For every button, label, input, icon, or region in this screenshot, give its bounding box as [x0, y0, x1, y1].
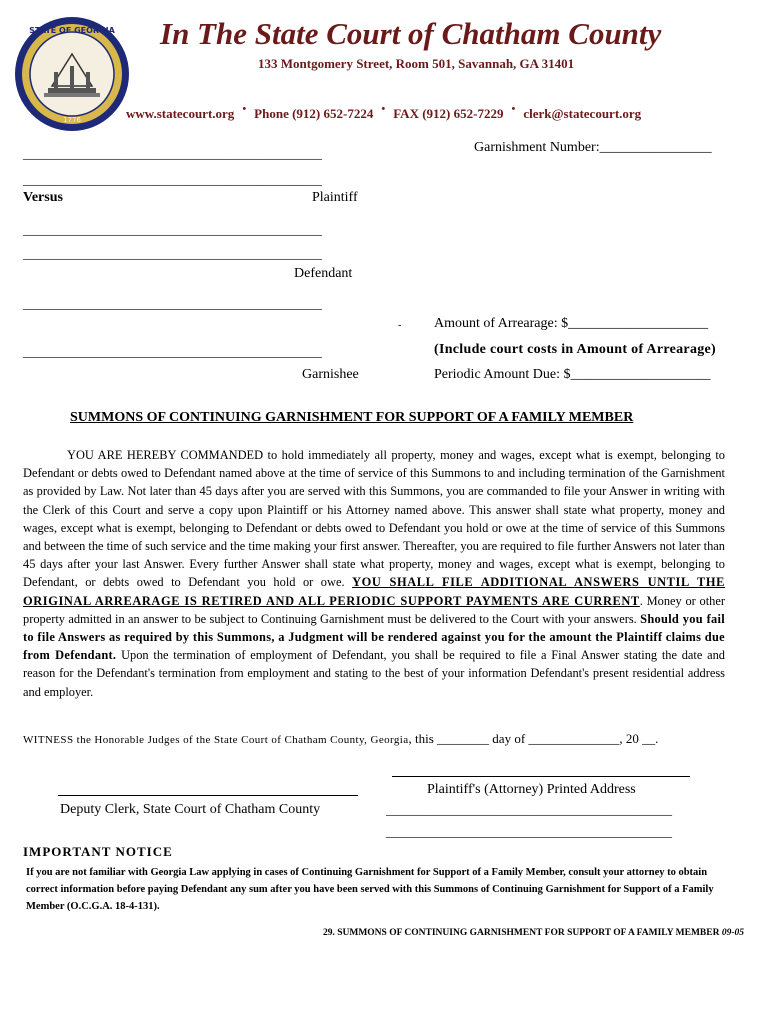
svg-text:1776: 1776 — [63, 116, 81, 124]
important-notice-heading: IMPORTANT NOTICE — [23, 844, 173, 859]
georgia-state-seal-icon — [14, 16, 130, 132]
include-costs-note: (Include court costs in Amount of Arrearage) — [434, 342, 717, 357]
defendant-name-line-2[interactable]: ______________________________________________ — [23, 246, 322, 261]
email-link[interactable]: clerk@statecourt.org — [523, 106, 642, 121]
summons-body — [23, 446, 725, 701]
garnishment-number-field[interactable]: Garnishment Number:________________ — [474, 140, 712, 155]
periodic-amount-field[interactable]: Periodic Amount Due: $____________________ — [434, 367, 711, 382]
important-notice-text: If you are not familiar with Georgia Law applying in cases of Continuing Garnishment for Support of a Family Member, consult your attorney to obtain correct information before paying Defendant any sum after you have been served with this Summons of Continuing Garnishment for Support of a Family Member (O.C.G.A. 18-4-131). — [26, 867, 714, 912]
summons-para-1: YOU ARE HEREBY COMMANDED to hold immediately all property, money and wages, except what is exempt, belonging to Defendant or debts owed to Defendant named above at the time of service of this Summons to and including termination of the Garnishment as provided by Law. Not later than 45 days after you are served with this Summons, you are commanded to file your Answer in writing with the Clerk of this Court and serve a copy upon Plaintiff or his Attorney named above. This answer shall state what property, money and wages, except what is exempt, belonging to Defendant or debts owed to Defendant you hold or owe at the time of service of this Summons and between the time of such service and the time making your first answer. Thereafter, you are required to file further Answers not later than 45 days after your last Answer. Every further Answer shall state what property, money and wages, except what is exempt, belonging to Defendant, or debts owed to Defendant you hold or owe. — [23, 448, 725, 590]
summons-para-2: . Money or other property admitted in an answer to be subject to Continuing Garnishment must be delivered to the Court with your answers. — [23, 593, 725, 626]
garnishee-label: Garnishee — [302, 367, 359, 382]
bullet: • — [381, 103, 386, 115]
deputy-clerk-label: Deputy Clerk, State Court of Chatham County — [60, 802, 321, 817]
court-address: 133 Montgomery Street, Room 501, Savannah, GA 31401 — [258, 56, 575, 71]
garnishee-name-line-2[interactable]: ______________________________________________ — [23, 344, 322, 359]
witness-prefix: WITNESS the Honorable Judges of the State Court of Chatham County, Georgia — [23, 734, 409, 746]
plaintiff-address-label: Plaintiff's (Attorney) Printed Address — [427, 782, 636, 797]
additional-answers-emphasis: YOU SHALL FILE ADDITIONAL ANSWERS UNTIL THE ORIGINAL ARREARAGE IS RETIRED AND ALL PERIODIC SUPPORT PAYMENTS ARE CURRENT — [23, 575, 725, 608]
plaintiff-name-line-2[interactable]: ______________________________________________ — [23, 172, 322, 187]
address-line-2[interactable]: ____________________________________________ — [386, 824, 672, 839]
address-line-1[interactable]: ____________________________________________ — [386, 802, 672, 817]
phone-number: Phone (912) 652-7224 — [254, 106, 374, 121]
summons-para-3: Upon the termination of employment of Defendant, you shall be required to file a Final Answer stating the date and reason for the Defendant's termination from employment and stating to the best of your information Defendant's present residential address and employer. — [23, 648, 726, 699]
bullet: • — [511, 103, 516, 115]
form-footer — [323, 928, 744, 938]
plaintiff-address-signature-line[interactable] — [392, 776, 690, 777]
garnishee-name-line[interactable]: ______________________________________________ — [23, 296, 322, 311]
bullet: • — [242, 103, 247, 115]
judgment-warning: Should you fail to file Answers as required by this Summons, a Judgment will be rendered against you for the amount the Plaintiff claims due from Defendant. — [23, 611, 726, 663]
court-title: In The State Court of Chatham County — [160, 16, 662, 51]
witness-date-fields[interactable]: , this ________ day of ______________, 20 __. — [408, 731, 659, 746]
defendant-name-line[interactable]: ______________________________________________ — [23, 222, 322, 237]
form-code: 09-05 — [721, 928, 744, 938]
arrearage-field[interactable]: Amount of Arrearage: $____________________ — [434, 316, 709, 331]
versus-label: Versus — [23, 190, 63, 205]
plaintiff-name-line[interactable]: ______________________________________________ — [23, 146, 322, 161]
summons-heading: SUMMONS OF CONTINUING GARNISHMENT FOR SUPPORT OF A FAMILY MEMBER — [70, 410, 634, 425]
website-link[interactable]: www.statecourt.org — [126, 106, 235, 121]
svg-text:STATE OF GEORGIA: STATE OF GEORGIA — [29, 26, 115, 35]
witness-line — [23, 731, 658, 747]
form-title: 29. SUMMONS OF CONTINUING GARNISHMENT FOR SUPPORT OF A FAMILY MEMBER — [322, 928, 720, 938]
fax-number: FAX (912) 652-7229 — [393, 106, 504, 121]
defendant-label: Defendant — [294, 266, 353, 281]
dash-mark: - — [398, 320, 402, 331]
contact-line — [126, 103, 642, 122]
deputy-clerk-signature-line[interactable] — [58, 795, 358, 796]
plaintiff-label: Plaintiff — [312, 190, 358, 205]
